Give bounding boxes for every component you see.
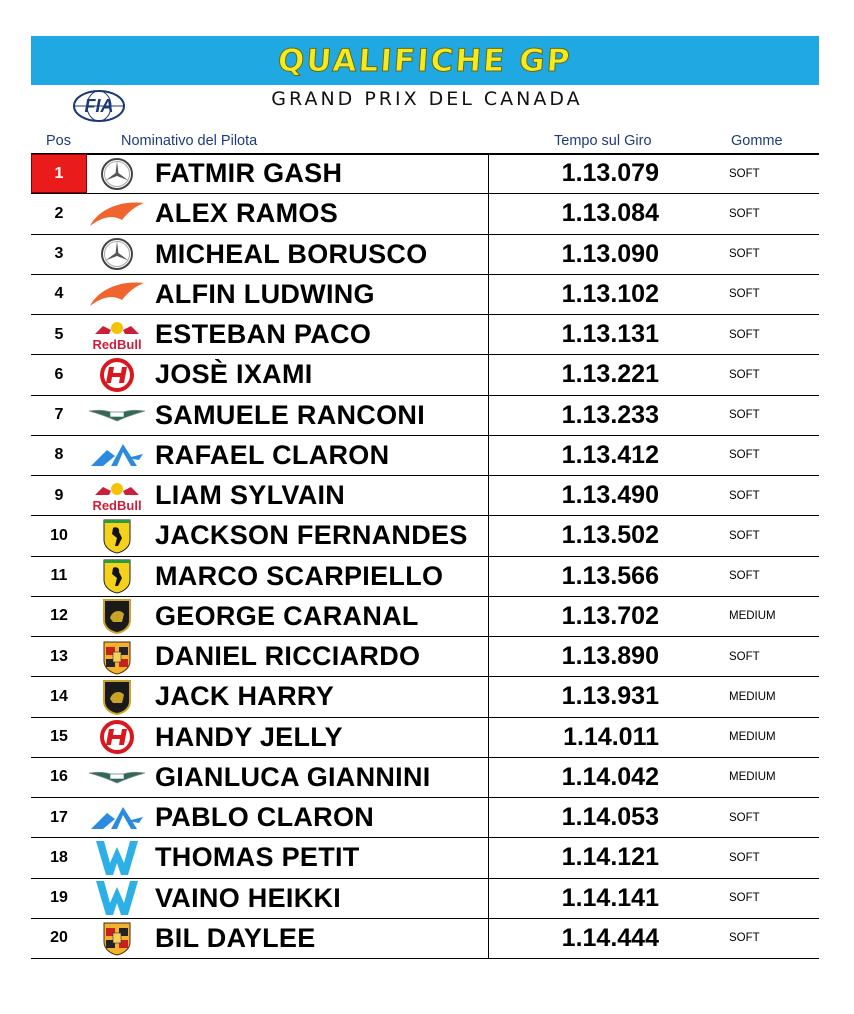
tyre-compound: SOFT xyxy=(729,248,760,261)
driver-name: GEORGE CARANAL xyxy=(155,600,419,631)
page-subtitle: GRAND PRIX DEL CANADA xyxy=(271,88,583,110)
fia-logo-text: FIA xyxy=(84,96,114,116)
svg-text:RedBull: RedBull xyxy=(92,336,142,352)
table-row xyxy=(31,476,819,516)
driver-name: VAINO HEIKKI xyxy=(155,882,342,913)
table-row xyxy=(31,798,819,838)
lap-time: 1.14.053 xyxy=(561,803,659,832)
tyre-compound: MEDIUM xyxy=(729,771,776,784)
porsche-logo-icon xyxy=(87,637,147,676)
position-cell: 15 xyxy=(50,728,68,746)
lap-time: 1.13.412 xyxy=(561,440,659,469)
table-row xyxy=(31,637,819,677)
driver-name: DANIEL RICCIARDO xyxy=(155,641,421,672)
lap-time: 1.13.131 xyxy=(561,320,659,349)
column-divider xyxy=(488,275,489,314)
column-divider xyxy=(488,355,489,394)
haas-logo-icon xyxy=(87,355,147,394)
lap-time: 1.13.931 xyxy=(561,682,659,711)
tyre-compound: MEDIUM xyxy=(729,731,776,744)
lamborghini-logo-icon xyxy=(87,677,147,716)
lap-time: 1.13.490 xyxy=(561,481,659,510)
lap-time: 1.13.890 xyxy=(561,642,659,671)
table-row xyxy=(31,396,819,436)
column-divider xyxy=(488,476,489,515)
position-cell: 19 xyxy=(50,889,68,907)
table-row xyxy=(31,879,819,919)
driver-name: RAFAEL CLARON xyxy=(155,439,390,470)
page-title: QUALIFICHE GP xyxy=(277,42,573,79)
lap-time: 1.14.042 xyxy=(561,762,659,791)
driver-name: THOMAS PETIT xyxy=(155,842,360,873)
tyre-compound: MEDIUM xyxy=(729,690,776,703)
column-divider xyxy=(488,798,489,837)
column-divider xyxy=(488,919,489,958)
position-cell: 10 xyxy=(50,526,68,544)
column-divider xyxy=(488,516,489,555)
svg-text:RedBull: RedBull xyxy=(92,497,142,513)
tyre-compound: SOFT xyxy=(729,650,760,663)
table-row xyxy=(31,677,819,717)
tyre-compound: SOFT xyxy=(729,207,760,220)
position-cell: 13 xyxy=(50,647,68,665)
column-divider xyxy=(488,557,489,596)
table-row xyxy=(31,154,819,194)
alpine-logo-icon xyxy=(87,436,147,475)
column-divider xyxy=(488,718,489,757)
driver-name: LIAM SYLVAIN xyxy=(155,480,346,511)
table-row xyxy=(31,235,819,275)
position-cell: 18 xyxy=(50,848,68,866)
position-cell: 4 xyxy=(54,285,64,303)
position-cell: 17 xyxy=(50,808,68,826)
lap-time: 1.13.102 xyxy=(561,279,659,308)
tyre-compound: SOFT xyxy=(729,368,760,381)
ferrari-logo-icon xyxy=(87,516,147,555)
driver-name: PABLO CLARON xyxy=(155,802,375,833)
table-row xyxy=(31,758,819,798)
lap-time: 1.13.084 xyxy=(561,199,659,228)
ferrari-logo-icon xyxy=(87,557,147,596)
lap-time: 1.13.566 xyxy=(561,561,659,590)
column-header-driver: Nominativo del Pilota xyxy=(121,133,258,149)
tyre-compound: SOFT xyxy=(729,892,760,905)
table-row xyxy=(31,838,819,878)
position-cell: 14 xyxy=(50,687,68,705)
lap-time: 1.14.141 xyxy=(561,883,659,912)
alpine-logo-icon xyxy=(87,798,147,837)
lap-time: 1.14.121 xyxy=(561,843,659,872)
driver-name: GIANLUCA GIANNINI xyxy=(155,761,431,792)
column-header-tyre: Gomme xyxy=(731,133,783,149)
table-row xyxy=(31,436,819,476)
table-row xyxy=(31,315,819,355)
driver-name: JACKSON FERNANDES xyxy=(155,520,468,551)
table-row xyxy=(31,919,819,959)
driver-name: FATMIR GASH xyxy=(155,158,343,189)
position-cell: 7 xyxy=(54,406,64,424)
position-cell: 16 xyxy=(50,768,68,786)
tyre-compound: SOFT xyxy=(729,288,760,301)
astonmartin-logo-icon xyxy=(87,758,147,797)
column-header-pos: Pos xyxy=(46,133,71,149)
mercedes-logo-icon xyxy=(87,154,147,193)
column-divider xyxy=(488,194,489,233)
tyre-compound: SOFT xyxy=(729,489,760,502)
title-banner xyxy=(31,36,819,85)
column-divider xyxy=(488,637,489,676)
porsche-logo-icon xyxy=(87,919,147,958)
driver-name: JACK HARRY xyxy=(155,681,335,712)
table-row xyxy=(31,516,819,556)
driver-name: ALEX RAMOS xyxy=(155,198,339,229)
lap-time: 1.14.444 xyxy=(561,923,659,952)
mercedes-logo-icon xyxy=(87,235,147,274)
table-row xyxy=(31,355,819,395)
tyre-compound: SOFT xyxy=(729,570,760,583)
haas-logo-icon xyxy=(87,718,147,757)
williams-logo-icon xyxy=(87,838,147,877)
tyre-compound: MEDIUM xyxy=(729,610,776,623)
position-cell: 3 xyxy=(54,245,64,263)
driver-name: ESTEBAN PACO xyxy=(155,319,372,350)
table-row xyxy=(31,194,819,234)
tyre-compound: SOFT xyxy=(729,449,760,462)
redbull-logo-icon xyxy=(87,476,147,515)
driver-name: JOSÈ IXAMI xyxy=(155,359,313,390)
tyre-compound: SOFT xyxy=(729,409,760,422)
column-divider xyxy=(488,758,489,797)
driver-name: MARCO SCARPIELLO xyxy=(155,560,444,591)
redbull-logo-icon xyxy=(87,315,147,354)
tyre-compound: SOFT xyxy=(729,529,760,542)
position-cell: 5 xyxy=(54,325,64,343)
column-divider xyxy=(488,396,489,435)
tyre-compound: SOFT xyxy=(729,167,760,180)
column-divider xyxy=(488,879,489,918)
column-divider xyxy=(488,315,489,354)
position-cell: 12 xyxy=(50,607,68,625)
position-cell: 6 xyxy=(54,365,64,383)
position-cell: 9 xyxy=(54,486,64,504)
column-header-time: Tempo sul Giro xyxy=(554,133,652,149)
column-divider xyxy=(488,597,489,636)
lap-time: 1.13.502 xyxy=(561,521,659,550)
table-row xyxy=(31,557,819,597)
driver-name: SAMUELE RANCONI xyxy=(155,399,426,430)
lap-time: 1.13.702 xyxy=(561,601,659,630)
driver-name: MICHEAL BORUSCO xyxy=(155,238,428,269)
table-row xyxy=(31,275,819,315)
column-divider xyxy=(488,436,489,475)
table-row xyxy=(31,597,819,637)
driver-name: BIL DAYLEE xyxy=(155,922,316,953)
position-cell: 1 xyxy=(31,154,87,193)
position-cell: 20 xyxy=(50,929,68,947)
column-divider xyxy=(488,838,489,877)
table-row xyxy=(31,718,819,758)
tyre-compound: SOFT xyxy=(729,851,760,864)
column-divider xyxy=(488,677,489,716)
tyre-compound: SOFT xyxy=(729,811,760,824)
lap-time: 1.14.011 xyxy=(563,722,659,751)
mclaren-logo-icon xyxy=(87,275,147,314)
lamborghini-logo-icon xyxy=(87,597,147,636)
astonmartin-logo-icon xyxy=(87,396,147,435)
lap-time: 1.13.221 xyxy=(561,360,659,389)
column-divider xyxy=(488,235,489,274)
mclaren-logo-icon xyxy=(87,194,147,233)
driver-name: ALFIN LUDWING xyxy=(155,278,375,309)
tyre-compound: SOFT xyxy=(729,932,760,945)
position-cell: 2 xyxy=(54,204,64,222)
position-cell: 11 xyxy=(50,567,68,585)
lap-time: 1.13.233 xyxy=(561,400,659,429)
tyre-compound: SOFT xyxy=(729,328,760,341)
column-divider xyxy=(488,154,489,193)
position-cell: 8 xyxy=(54,446,64,464)
williams-logo-icon xyxy=(87,879,147,918)
lap-time: 1.13.079 xyxy=(561,159,659,188)
lap-time: 1.13.090 xyxy=(561,239,659,268)
driver-name: HANDY JELLY xyxy=(155,721,343,752)
